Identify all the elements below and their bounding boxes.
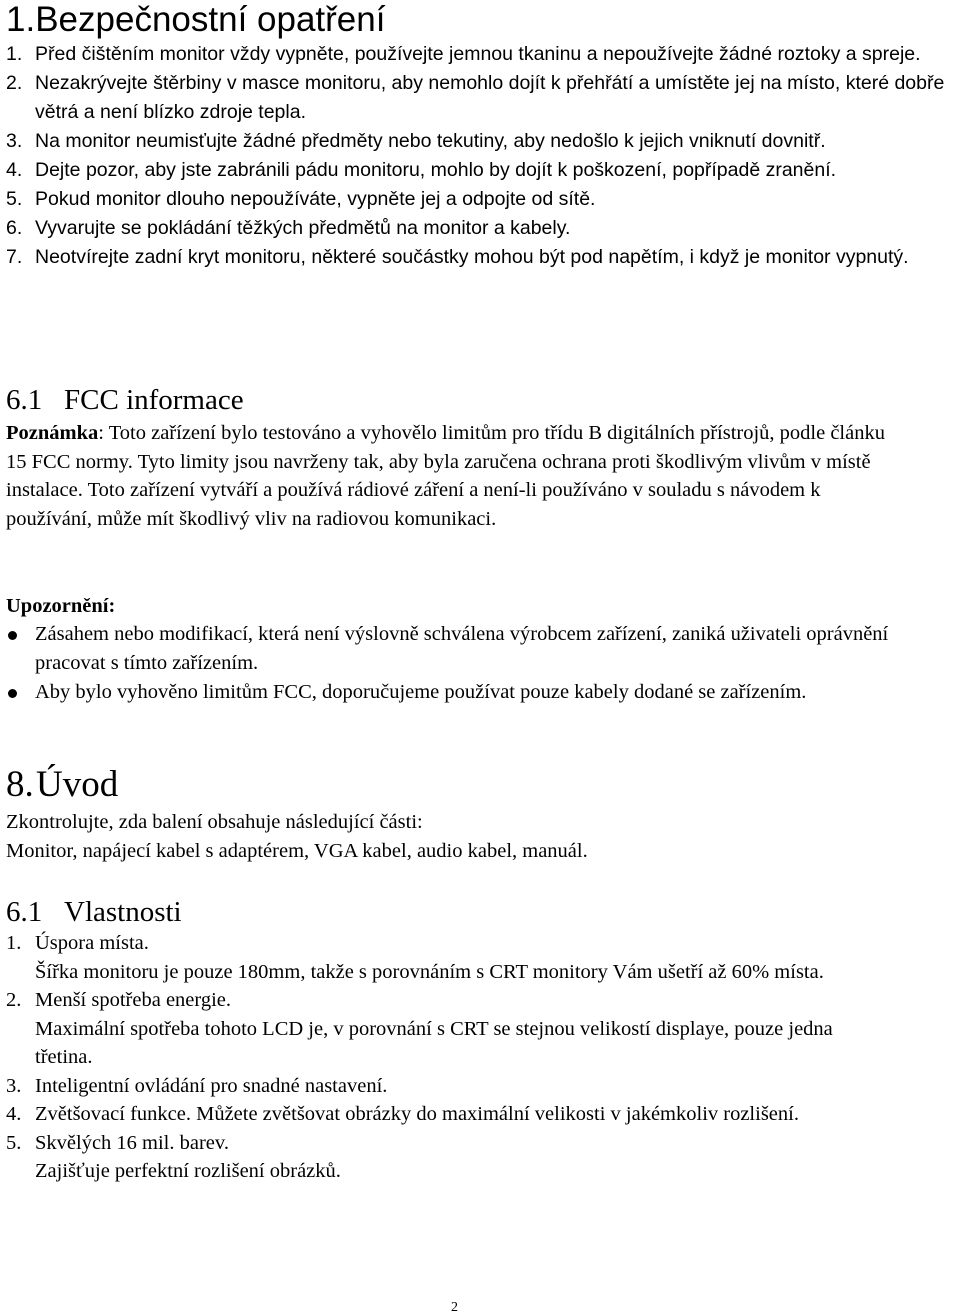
list-item-number: 3. — [6, 1074, 22, 1097]
safety-heading-number: 1. — [6, 0, 36, 39]
list-item — [0, 929, 960, 986]
list-item-number: 7. — [6, 246, 23, 268]
list-item-text: Skvělých 16 mil. barev. — [35, 1131, 229, 1154]
list-item-text: Inteligentní ovládání pro snadné nastavení. — [35, 1074, 388, 1097]
page-number: 2 — [451, 1300, 458, 1315]
list-item-text: Aby bylo vyhověno limitům FCC, doporučujeme používat pouze kabely dodané se zařízením. — [35, 681, 807, 703]
features-heading-number: 6.1 — [6, 896, 43, 928]
warning-bullet-list — [0, 620, 905, 707]
safety-list — [0, 40, 960, 272]
list-item-text: Nezakrývejte štěrbiny v masce monitoru, aby nemohlo dojít k přehřátí a umístěte jej na místo, které dobře větrá a není blízko zdroje tepla. — [35, 72, 945, 123]
list-item-number: 2. — [6, 989, 22, 1011]
list-item-text: Zvětšovací funkce. Můžete zvětšovat obrázky do maximální velikosti v jakémkoliv rozlišení. — [35, 1103, 799, 1125]
list-item-number: 1. — [6, 43, 23, 65]
list-item-text: Na monitor neumisťujte žádné předměty nebo tekutiny, aby nedošlo k jejich vniknutí dovnitř. — [35, 130, 826, 152]
list-item-text: Dejte pozor, aby jste zabránili pádu monitoru, mohlo by dojít k poškození, popřípadě zranění. — [35, 159, 837, 181]
list-item-number: 5. — [6, 188, 23, 210]
list-item — [0, 1100, 960, 1129]
list-item-number: 3. — [6, 130, 23, 152]
intro-heading — [6, 765, 118, 805]
warning-label: Upozornění: — [6, 595, 116, 617]
fcc-heading-title: FCC informace — [64, 384, 244, 416]
list-item-number: 2. — [6, 72, 23, 94]
note-label: Poznámka — [6, 422, 99, 444]
list-item-text: Menší spotřeba energie. — [35, 989, 232, 1011]
list-item-text: Úspora místa. — [35, 932, 149, 954]
list-item — [0, 678, 905, 707]
intro-heading-number: 8. — [6, 764, 34, 805]
safety-heading — [6, 0, 385, 40]
list-item-number: 4. — [6, 1103, 22, 1125]
list-item — [0, 214, 960, 243]
intro-heading-title: Úvod — [36, 764, 119, 805]
list-item-number: 5. — [6, 1131, 22, 1154]
list-item-text: Pokud monitor dlouho nepoužíváte, vypněte jej a odpojte od sítě. — [35, 188, 596, 210]
fcc-note-paragraph — [6, 419, 886, 533]
fcc-heading-number: 6.1 — [6, 384, 43, 416]
list-item-detail: Šířka monitoru je pouze 180mm, takže s porovnáním s CRT monitory Vám ušetří až 60% místa. — [35, 960, 824, 983]
list-item-number: 1. — [6, 932, 22, 954]
features-list — [0, 929, 960, 1186]
list-item-text: Vyvarujte se pokládání těžkých předmětů na monitor a kabely. — [35, 217, 571, 239]
list-item-detail: Maximální spotřeba tohoto LCD je, v porovnání s CRT se stejnou velikostí displaye, pouze jedna třetina. — [35, 1017, 833, 1068]
list-item-detail: Zajišťuje perfektní rozlišení obrázků. — [35, 1160, 341, 1182]
list-item — [0, 40, 960, 69]
fcc-heading — [6, 383, 244, 417]
intro-line-2: Monitor, napájecí kabel s adaptérem, VGA kabel, audio kabel, manuál. — [6, 840, 588, 862]
list-item — [0, 1129, 960, 1186]
bullet-icon — [8, 689, 17, 698]
features-heading — [6, 895, 182, 929]
bullet-icon — [8, 631, 17, 640]
list-item — [0, 986, 960, 1072]
features-heading-title: Vlastnosti — [64, 896, 182, 928]
list-item-text: Zásahem nebo modifikací, která není výslovně schválena výrobcem zařízení, zaniká uživateli oprávnění pracovat s tímto zařízením. — [35, 623, 889, 674]
list-item-number: 6. — [6, 217, 23, 239]
list-item — [0, 156, 960, 185]
list-item — [0, 620, 905, 677]
safety-heading-title: Bezpečnostní opatření — [35, 0, 386, 39]
note-text: : Toto zařízení bylo testováno a vyhovělo limitům pro třídu B digitálních přístrojů, podle článku 15 FCC normy. Tyto limity jsou navrženy tak, aby byla zaručena ochrana proti škodlivým vlivům v místě instalace. Toto zařízení vytváří a používá rádiové záření a není-li používáno v souladu s návodem k používání, může mít škodlivý vliv na radiovou komunikaci. — [6, 422, 885, 530]
list-item-text: Před čištěním monitor vždy vypněte, používejte jemnou tkaninu a nepoužívejte žádné roztoky a spreje. — [35, 43, 921, 65]
list-item-number: 4. — [6, 159, 23, 181]
list-item — [0, 243, 960, 272]
list-item — [0, 1072, 960, 1101]
list-item — [0, 69, 960, 127]
list-item — [0, 185, 960, 214]
list-item — [0, 127, 960, 156]
list-item-text: Neotvírejte zadní kryt monitoru, některé součástky mohou být pod napětím, i když je monitor vypnutý. — [35, 246, 909, 268]
intro-line-1: Zkontrolujte, zda balení obsahuje následující části: — [6, 811, 423, 833]
